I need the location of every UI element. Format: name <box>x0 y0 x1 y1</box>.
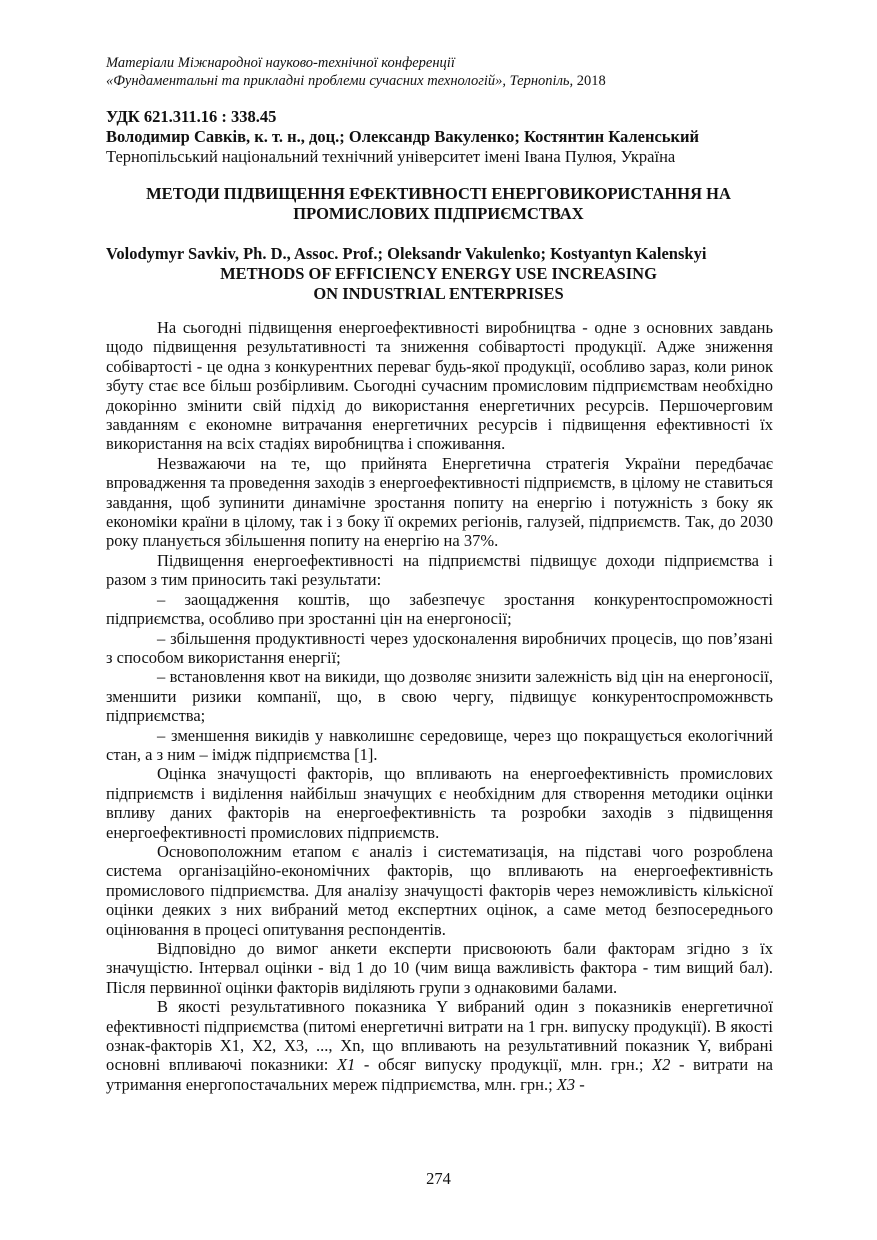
list-item-3: – встановлення квот на викиди, що дозволяє знизити залежність від цін на енергоносії, зменшити ризики компанії, що, в свою чергу, підвищує конкурентоспроможнвсть підприємства; <box>106 667 773 726</box>
title-en-line2: ON INDUSTRIAL ENTERPRISES <box>313 284 564 303</box>
paragraph-4: Оцінка значущості факторів, що впливають на енергоефективність промислових підприємств і виділення найбільш значущих є необхідним для створення методики оцінки впливу даних факторів на енергоефективність та розробки заходів з підвищення енергоефективності промислових підприємств. <box>106 764 773 842</box>
authors-ua: Володимир Савків, к. т. н., доц.; Олександр Вакуленко; Костянтин Каленський <box>106 127 700 146</box>
article-body <box>106 318 773 1094</box>
conference-year: 2018 <box>576 73 606 89</box>
factor-x2: Х2 <box>652 1055 671 1075</box>
paragraph-7-part-a: В якості результативного показника Y вибраний один з показників енергетичної ефективності підприємства (питомі енергетичні витрати на 1 грн. випуску продукції). В якості ознак-факторів Х1, Х2, Х3, ..., Хn, що впливають на результативний показник Y, вибрані основні впливаючі показники: <box>106 997 773 1075</box>
udk-code: УДК 621.311.16 : 338.45 <box>106 107 277 126</box>
affiliation: Тернопільський національний технічний університет імені Івана Пулюя, Україна <box>106 147 676 166</box>
paragraph-1: На сьогодні підвищення енергоефективності виробництва - одне з основних завдань щодо підвищення результативності та зниження собівартості продукції. Адже зниження собівартості - це одна з конкурентних переваг будь-якої продукції, особливо зараз, коли ринок збуту стає все більш розбірливим. Сьогодні сучасним промисловим підприємствам необхідно докорінно змінити свій підхід до використання енергетичних ресурсів. Першочерговим завданням є економне витрачання енергетичних ресурсів і підвищення ефективності їх використання на всіх стадіях виробництва і споживання. <box>106 318 773 454</box>
paragraph-7-part-c: - витрати на утримання енергопостачальних мереж підприємства, млн. грн.; <box>106 1055 773 1094</box>
paragraph-6: Відповідно до вимог анкети експерти присвоюють бали факторам згідно з їх значущістю. Інтервал оцінки - від 1 до 10 (чим вища важливість фактора - тим вищий бал). Після первинної оцінки факторів виділяють групи з однаковими балами. <box>106 939 773 997</box>
title-ua <box>106 184 771 224</box>
list-item-4: – зменшення викидів у навколишнє середовище, через що покращується екологічний стан, а з ним – імідж підприємства [1]. <box>106 725 773 764</box>
conference-header-line2 <box>106 72 786 90</box>
authors-en: Volodymyr Savkiv, Ph. D., Assoc. Prof.; Oleksandr Vakulenko; Kostyantyn Kalenskyi <box>106 244 707 263</box>
english-block <box>106 244 771 304</box>
list-item-1: – заощадження коштів, що забезпечує зростання конкурентоспроможності підприємства, особливо при зростанні цін на енергоносії; <box>106 589 773 629</box>
paragraph-2: Незважаючи на те, що прийнята Енергетична стратегія України передбачає впровадження та проведення заходів з енергоефективності підприємств, в цілому не ставиться завдання, щоб зупинити динамічне зростання попиту на енергію і потужність з боку як економіки країни в цілому, так і з боку її окремих регіонів, галузей, підприємств. Так, до 2030 року планується збільшення попиту на енергію на 37%. <box>106 453 773 551</box>
list-item-2: – збільшення продуктивності через удосконалення виробничих процесів, що пов’язані з способом використання енергії; <box>106 628 773 667</box>
conference-header-line1: Матеріали Міжнародної науково-технічної конференції <box>106 55 455 71</box>
paragraph-7-part-d: - <box>575 1074 585 1094</box>
page-number: 274 <box>426 1169 451 1188</box>
paragraph-7-part-b: - обсяг випуску продукції, млн. грн.; <box>355 1055 653 1075</box>
factor-x1: Х1 <box>336 1055 356 1075</box>
title-en-line1: METHODS OF EFFICIENCY ENERGY USE INCREASING <box>220 264 657 283</box>
title-ua-line2: ПРОМИСЛОВИХ ПІДПРИЄМСТВАХ <box>293 204 584 223</box>
title-ua-line1: МЕТОДИ ПІДВИЩЕННЯ ЕФЕКТИВНОСТІ ЕНЕРГОВИКОРИСТАННЯ НА <box>146 184 731 203</box>
paragraph-5: Основоположним етапом є аналіз і систематизація, на підставі чого розроблена система організаційно-економічних факторів, що впливають на енергоефективність промислового підприємства. Для аналізу значущості факторів через неможливість кількісної оцінки деяких з них вибраний метод експертних оцінок, а саме метод безпосереднього оцінювання в процесі опитування респондентів. <box>106 841 773 939</box>
paragraph-7 <box>106 997 773 1094</box>
article-meta <box>106 107 786 167</box>
paragraph-3: Підвищення енергоефективності на підприємстві підвищує доходи підприємства і разом з тим приносить такі результати: <box>106 550 773 590</box>
conference-name: «Фундаментальні та прикладні проблеми сучасних технологій», Тернопіль, <box>106 73 574 89</box>
factor-x3: Х3 <box>556 1074 576 1094</box>
conference-header <box>106 54 786 90</box>
